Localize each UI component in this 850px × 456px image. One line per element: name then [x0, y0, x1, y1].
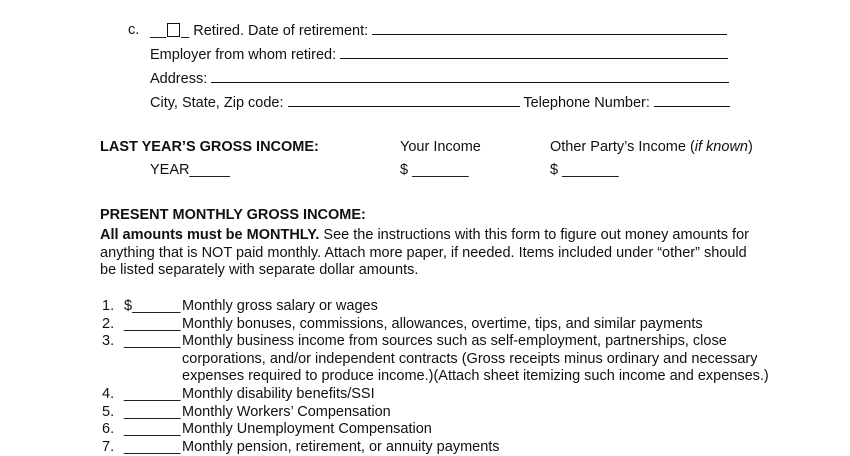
- income-item: [0, 386, 850, 404]
- item-amount-field[interactable]: _______: [124, 438, 181, 455]
- your-income-field[interactable]: $ _______: [400, 162, 469, 178]
- year-field[interactable]: YEAR_____: [150, 162, 230, 178]
- item-amount-field[interactable]: $______: [124, 298, 181, 314]
- retired-pre-box: __: [150, 23, 167, 39]
- employer-row: [150, 45, 728, 64]
- retired-label: Retired. Date of retirement:: [193, 23, 373, 39]
- phone-label: Telephone Number:: [523, 95, 654, 111]
- item-description: Monthly gross salary or wages: [182, 298, 378, 314]
- other-party-income-field[interactable]: $ _______: [550, 162, 619, 178]
- instructions-paragraph: [100, 227, 760, 280]
- item-number: 1.: [102, 298, 115, 314]
- item-number: 7.: [102, 438, 115, 455]
- address-row: [150, 69, 729, 88]
- employer-label: Employer from whom retired:: [150, 47, 341, 63]
- present-monthly-heading: PRESENT MONTHLY GROSS INCOME:: [100, 207, 366, 223]
- other-party-italic: if known: [694, 139, 748, 155]
- income-item: [0, 421, 850, 439]
- item-number: 3.: [102, 333, 115, 350]
- retirement-date-field[interactable]: [372, 21, 727, 35]
- instructions-bold: All amounts must be MONTHLY.: [100, 227, 320, 243]
- retired-row: [150, 21, 727, 40]
- address-field[interactable]: [211, 69, 729, 83]
- other-party-close: ): [747, 139, 753, 155]
- item-description: Monthly bonuses, commissions, allowances, overtime, tips, and similar payments: [182, 315, 703, 332]
- income-item: [0, 404, 850, 422]
- item-description: expenses required to produce income.)(Attach sheet itemizing such income and expenses.): [182, 368, 769, 385]
- item-description: Monthly pension, retirement, or annuity payments: [182, 438, 500, 455]
- other-party-label: [550, 138, 753, 156]
- item-amount-field[interactable]: _______: [124, 386, 181, 402]
- city-state-zip-field[interactable]: [288, 93, 520, 107]
- item-amount-field[interactable]: _______: [124, 333, 181, 350]
- instructions-text: See the instructions with this form to figure out money amounts for anything that is NOT paid monthly. Attach more paper, if needed. Items included under “other” should be listed separately with separate dollar amounts.: [100, 227, 749, 278]
- retired-letter: c.: [128, 22, 140, 38]
- item-amount-field[interactable]: _______: [124, 421, 181, 438]
- item-number: 2.: [102, 315, 115, 332]
- item-number: 6.: [102, 421, 115, 438]
- telephone-field[interactable]: [654, 93, 730, 107]
- other-party-text: Other Party’s Income (: [550, 139, 695, 155]
- item-description: Monthly business income from sources such as self-employment, partnerships, close: [182, 333, 727, 350]
- item-description: Monthly disability benefits/SSI: [182, 386, 375, 402]
- retired-checkbox[interactable]: [167, 23, 180, 37]
- your-income-label: Your Income: [400, 139, 481, 155]
- last-year-heading: LAST YEAR’S GROSS INCOME:: [100, 139, 319, 155]
- item-number: 5.: [102, 403, 115, 420]
- retired-post-box: _: [181, 23, 190, 39]
- income-item: [0, 316, 850, 334]
- employer-field[interactable]: [340, 45, 728, 59]
- address-label: Address:: [150, 71, 212, 87]
- item-amount-field[interactable]: _______: [124, 315, 181, 332]
- item-description: Monthly Workers’ Compensation: [182, 403, 391, 420]
- item-number: 4.: [102, 386, 115, 402]
- income-item: [0, 439, 850, 456]
- item-description: Monthly Unemployment Compensation: [182, 421, 432, 438]
- city-label: City, State, Zip code:: [150, 95, 288, 111]
- income-item: [0, 298, 850, 316]
- item-description: corporations, and/or independent contracts (Gross receipts minus ordinary and necessary: [182, 350, 758, 367]
- city-row: [150, 93, 730, 112]
- income-item: [0, 333, 850, 386]
- item-amount-field[interactable]: _______: [124, 403, 181, 420]
